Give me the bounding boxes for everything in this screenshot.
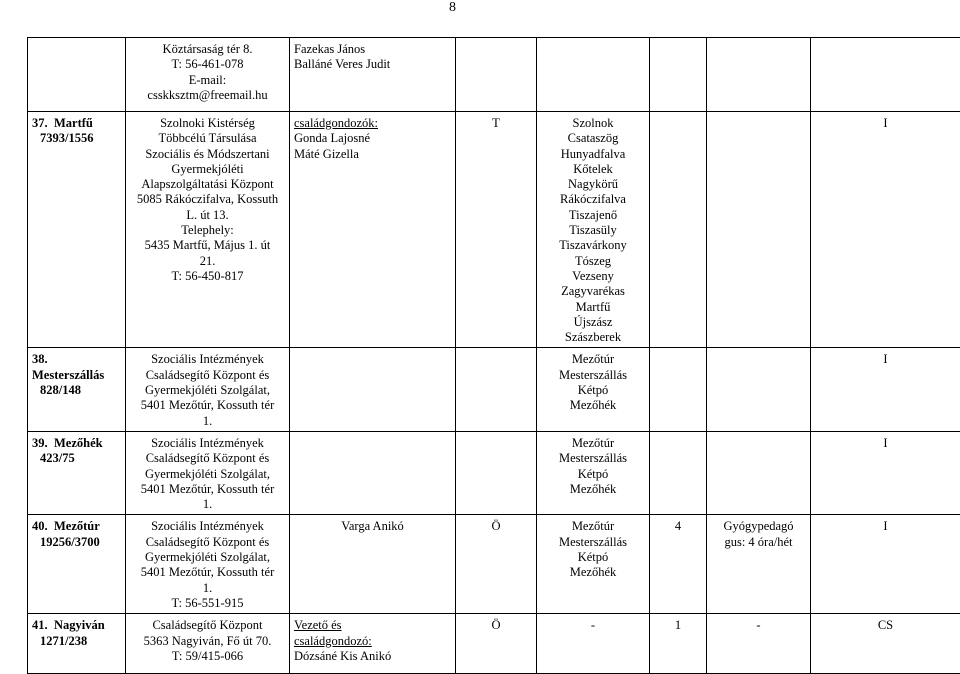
institution-line: 21. (130, 254, 285, 269)
institution-cell (126, 38, 290, 112)
staff-cell (290, 614, 456, 674)
row-number: 38. (32, 352, 54, 367)
institution-line: Köztársaság tér 8. (130, 42, 285, 57)
settlement-cell (28, 112, 126, 348)
served-cell (537, 515, 650, 614)
institution-line: T: 56-450-817 (130, 269, 285, 284)
table-row (28, 515, 960, 614)
served-settlement: Zagyvarékas (541, 284, 645, 299)
served-settlement: Tószeg (541, 254, 645, 269)
count-cell: 1 (650, 614, 707, 674)
served-settlement: Mezőhék (541, 482, 645, 497)
institution-line: Szociális és Módszertani (130, 147, 285, 162)
served-settlement: Kétpó (541, 467, 645, 482)
settlement-cell (28, 431, 126, 514)
settlement-name: Mezőhék (54, 436, 103, 450)
institution-line: 1. (130, 497, 285, 512)
institution-cell (126, 431, 290, 514)
served-settlement: Vezseny (541, 269, 645, 284)
served-cell (537, 431, 650, 514)
institution-line: T: 56-461-078 (130, 57, 285, 72)
staff-role: Vezető és (294, 618, 451, 633)
institution-line: Szociális Intézmények (130, 436, 285, 451)
category-cell: I (811, 515, 960, 614)
extra-line: Gyógypedagó (711, 519, 806, 534)
extra-cell: - (707, 614, 811, 674)
institution-line: csskksztm@freemail.hu (130, 88, 285, 103)
served-settlement: Tiszajenő (541, 208, 645, 223)
staff-role: családgondozók: (294, 116, 451, 131)
category-cell: CS (811, 614, 960, 674)
institution-line: E-mail: (130, 73, 285, 88)
served-settlement: Tiszasüly (541, 223, 645, 238)
staff-name: Dózsáné Kis Anikó (294, 649, 451, 664)
served-settlement: Mezőtúr (541, 436, 645, 451)
institution-line: Családsegítő Központ és (130, 535, 285, 550)
staff-name: Fazekas János (294, 42, 451, 57)
institution-line: Szolnoki Kistérség (130, 116, 285, 131)
institution-line: 1. (130, 581, 285, 596)
served-settlement: Mezőtúr (541, 352, 645, 367)
served-settlement: Tiszavárkony (541, 238, 645, 253)
staff-role: családgondozó: (294, 634, 451, 649)
institution-line: 5401 Mezőtúr, Kossuth tér (130, 398, 285, 413)
institution-line: Telephely: (130, 223, 285, 238)
institution-line: 5401 Mezőtúr, Kossuth tér (130, 482, 285, 497)
served-settlement: Mesterszállás (541, 535, 645, 550)
settlement-code: 7393/1556 (32, 131, 121, 146)
institution-line: T: 56-551-915 (130, 596, 285, 611)
settlement-name: Mezőtúr (54, 519, 100, 533)
institution-cell (126, 112, 290, 348)
extra-cell (707, 515, 811, 614)
staff-name: Balláné Veres Judit (294, 57, 451, 72)
type-cell: Ö (456, 515, 537, 614)
table-row (28, 614, 960, 674)
settlement-code: 828/148 (32, 383, 121, 398)
served-settlement: Mezőhék (541, 398, 645, 413)
table-row (28, 348, 960, 431)
institution-line: Szociális Intézmények (130, 519, 285, 534)
served-cell: - (537, 614, 650, 674)
institution-line: 5085 Rákóczifalva, Kossuth (130, 192, 285, 207)
served-settlement: Mesterszállás (541, 451, 645, 466)
settlement-name: Mesterszállás (32, 368, 104, 382)
staff-cell (290, 112, 456, 348)
institution-line: 5435 Martfű, Május 1. út (130, 238, 285, 253)
served-settlement: Szászberek (541, 330, 645, 345)
institution-line: 1. (130, 414, 285, 429)
settlement-code: 19256/3700 (32, 535, 121, 550)
count-cell: 4 (650, 515, 707, 614)
institution-cell (126, 348, 290, 431)
institution-line: Gyermekjóléti Szolgálat, (130, 550, 285, 565)
row-number: 40. (32, 519, 54, 534)
category-cell: I (811, 348, 960, 431)
served-settlement: Rákóczifalva (541, 192, 645, 207)
institution-line: Szociális Intézmények (130, 352, 285, 367)
served-settlement: Szolnok (541, 116, 645, 131)
service-table (27, 37, 960, 674)
served-settlement: Martfű (541, 300, 645, 315)
table-row (28, 38, 960, 112)
staff-cell (290, 515, 456, 614)
settlement-code: 1271/238 (32, 634, 121, 649)
institution-line: Gyermekjóléti (130, 162, 285, 177)
settlement-name: Nagyiván (54, 618, 105, 632)
table-row (28, 112, 960, 348)
type-cell: Ö (456, 614, 537, 674)
served-settlement: Csataszög (541, 131, 645, 146)
staff-name: Máté Gizella (294, 147, 451, 162)
category-cell: I (811, 431, 960, 514)
served-settlement: Kétpó (541, 383, 645, 398)
institution-line: 5401 Mezőtúr, Kossuth tér (130, 565, 285, 580)
served-settlement: Kétpó (541, 550, 645, 565)
staff-name: Gonda Lajosné (294, 131, 451, 146)
settlement-code: 423/75 (32, 451, 121, 466)
page-number: 8 (449, 0, 456, 15)
served-settlement: Kőtelek (541, 162, 645, 177)
extra-line: gus: 4 óra/hét (711, 535, 806, 550)
institution-line: Családsegítő Központ és (130, 451, 285, 466)
served-settlement: Nagykörű (541, 177, 645, 192)
institution-line: Gyermekjóléti Szolgálat, (130, 467, 285, 482)
settlement-cell (28, 614, 126, 674)
staff-name: Varga Anikó (294, 519, 451, 534)
institution-line: T: 59/415-066 (130, 649, 285, 664)
institution-cell (126, 614, 290, 674)
served-settlement: Hunyadfalva (541, 147, 645, 162)
served-cell (537, 348, 650, 431)
institution-line: L. út 13. (130, 208, 285, 223)
institution-line: Többcélú Társulása (130, 131, 285, 146)
institution-line: 5363 Nagyiván, Fő út 70. (130, 634, 285, 649)
served-settlement: Mesterszállás (541, 368, 645, 383)
institution-line: Családsegítő Központ (130, 618, 285, 633)
category-cell: I (811, 112, 960, 348)
settlement-cell (28, 348, 126, 431)
settlement-name: Martfű (54, 116, 93, 130)
institution-cell (126, 515, 290, 614)
institution-line: Családsegítő Központ és (130, 368, 285, 383)
table-row (28, 431, 960, 514)
institution-line: Alapszolgáltatási Központ (130, 177, 285, 192)
staff-cell (290, 38, 456, 112)
served-settlement: Mezőhék (541, 565, 645, 580)
institution-line: Gyermekjóléti Szolgálat, (130, 383, 285, 398)
settlement-cell (28, 515, 126, 614)
served-settlement: Mezőtúr (541, 519, 645, 534)
row-number: 39. (32, 436, 54, 451)
row-number: 41. (32, 618, 54, 633)
served-cell (537, 112, 650, 348)
type-cell: T (456, 112, 537, 348)
row-number: 37. (32, 116, 54, 131)
served-settlement: Újszász (541, 315, 645, 330)
